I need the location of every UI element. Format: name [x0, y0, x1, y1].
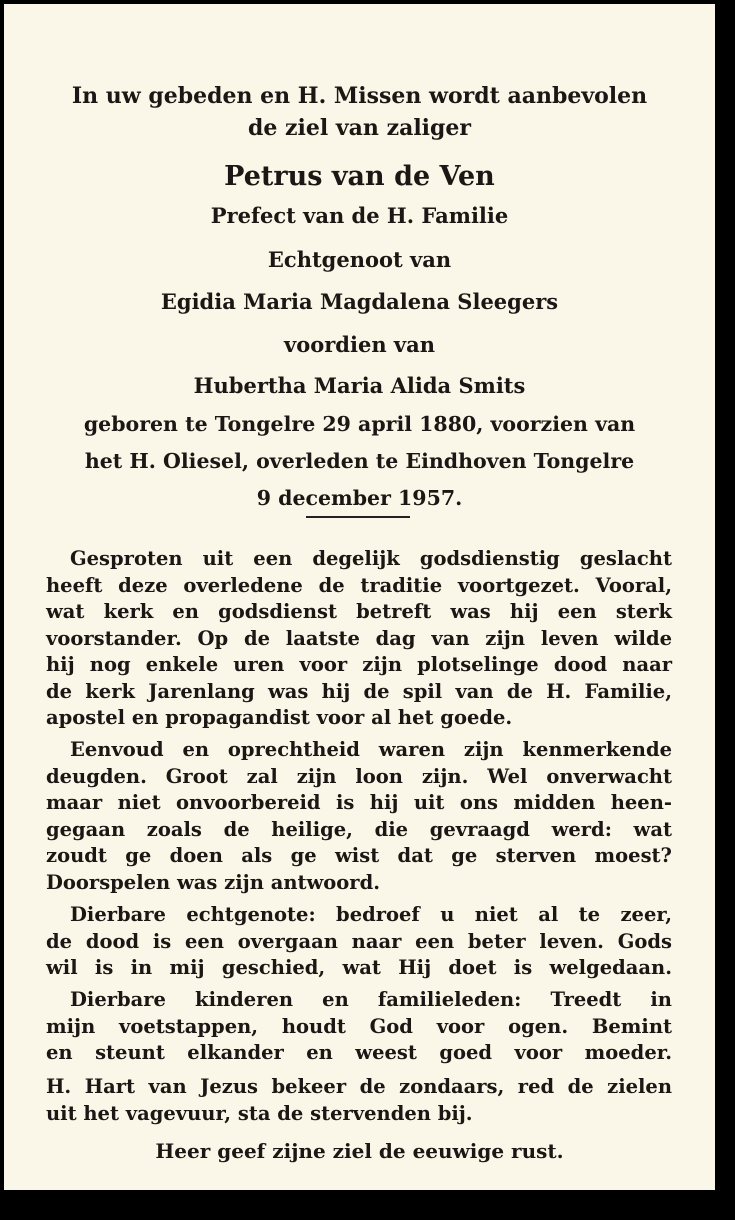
- paragraph-line: de dood is een overgaan naar een beter leven. Gods: [46, 929, 672, 953]
- paragraph-line: deugden. Groot zal zijn loon zijn. Wel onverwacht: [46, 764, 672, 788]
- paragraph-line: Dierbare kinderen en familieleden: Treedt in: [70, 988, 672, 1011]
- paragraph-tradition: [46, 546, 672, 732]
- paragraph-line: mijn voetstappen, houdt God voor ogen. Bemint: [46, 1014, 672, 1038]
- intro-text: [4, 80, 715, 144]
- spouse-name-1: Egidia Maria Magdalena Sleegers: [160, 289, 559, 314]
- memorial-card: [4, 4, 715, 1190]
- paragraph-prayer: [46, 1074, 672, 1127]
- divider-rule: [306, 516, 410, 518]
- spouse-intro: Echtgenoot van: [267, 247, 452, 272]
- paragraph-line: Eenvoud en oprechtheid waren zijn kenmerkende: [70, 738, 672, 761]
- paragraph-line: Gesproten uit een degelijk godsdienstig geslacht: [70, 547, 672, 570]
- paragraph-line: en steunt elkander en weest goed voor moeder.: [46, 1041, 672, 1064]
- paragraph-line: de kerk Jarenlang was hij de spil van de H. Familie,: [46, 679, 672, 703]
- birth-death-line: het H. Oliesel, overleden te Eindhoven Tongelre: [84, 449, 635, 473]
- birth-death-line: 9 december 1957.: [256, 486, 463, 510]
- paragraph-line: maar niet onvoorbereid is hij uit ons midden heen-: [46, 791, 672, 814]
- paragraph-children: [46, 987, 672, 1067]
- paragraph-line: Doorspelen was zijn antwoord.: [46, 870, 381, 894]
- paragraph-line: Dierbare echtgenote: bedroef u niet al te zeer,: [70, 903, 672, 926]
- paragraph-line: hij nog enkele uren voor zijn plotselinge dood naar: [46, 653, 672, 676]
- intro-line: de ziel van zaliger: [247, 115, 472, 141]
- intro-line: In uw gebeden en H. Missen wordt aanbevolen: [71, 83, 648, 109]
- birth-death-line: geboren te Tongelre 29 april 1880, voorzien van: [83, 412, 636, 436]
- paragraph-line: wat kerk en godsdienst betreft was hij een sterk: [46, 600, 672, 623]
- paragraph-line: gegaan zoals de heilige, die gevraagd werd: wat: [46, 817, 672, 841]
- paragraph-line: heeft deze overledene de traditie voortgezet. Vooral,: [46, 573, 672, 597]
- previously-label: voordien van: [284, 332, 435, 357]
- paragraph-spouse: [46, 902, 672, 982]
- paragraph-line: zoudt ge doen als ge wist dat ge sterven moest?: [46, 844, 672, 867]
- paragraph-line: voorstander. Op de laatste dag van zijn leven wilde: [46, 626, 672, 650]
- birth-death-details: [4, 406, 715, 517]
- paragraph-virtues: [46, 737, 672, 896]
- spouse-name-2: Hubertha Maria Alida Smits: [193, 373, 526, 398]
- paragraph-line: uit het vagevuur, sta de stervenden bij.: [46, 1101, 473, 1125]
- paragraph-line: wil is in mij geschied, wat Hij doet is welgedaan.: [46, 956, 672, 979]
- paragraph-line: apostel en propagandist voor al het goede.: [46, 706, 513, 729]
- deceased-name: Petrus van de Ven: [224, 161, 495, 192]
- paragraph-line: H. Hart van Jezus bekeer de zondaars, red de zielen: [46, 1075, 672, 1098]
- deceased-title: Prefect van de H. Familie: [210, 203, 509, 228]
- closing-prayer: Heer geef zijne ziel de eeuwige rust.: [155, 1139, 564, 1163]
